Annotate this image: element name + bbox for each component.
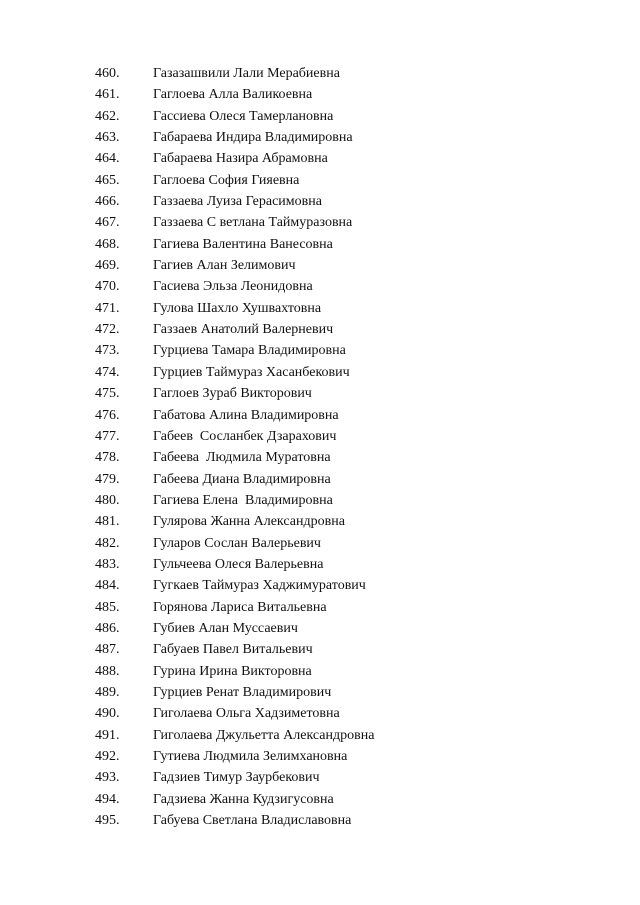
- entry-name: Гурциев Ренат Владимирович: [153, 684, 332, 700]
- entry-name: Гуларов Сослан Валерьевич: [153, 535, 321, 551]
- entry-name: Гулова Шахло Хушвахтовна: [153, 300, 322, 316]
- entry-name: Габараева Индира Владимировна: [153, 130, 353, 146]
- entry-number: 494.: [95, 791, 120, 807]
- entry-number: 463.: [95, 130, 120, 146]
- entry-name: Гурциева Тамара Владимировна: [153, 343, 346, 359]
- entry-number: 489.: [95, 684, 120, 700]
- list-item: [95, 767, 374, 788]
- entry-name: Гульчеева Олеся Валерьевна: [153, 556, 324, 572]
- entry-number: 492.: [95, 749, 120, 764]
- entry-name: Гурина Ирина Викторовна: [153, 663, 312, 679]
- entry-name: Газзаев Анатолий Валерневич: [153, 322, 334, 338]
- list-item: [95, 84, 374, 105]
- entry-number: 485.: [95, 599, 120, 615]
- list-item: [95, 682, 374, 703]
- list-item: [95, 63, 374, 84]
- entry-number: 475.: [95, 386, 120, 402]
- entry-number: 486.: [95, 620, 120, 636]
- entry-number: 491.: [95, 727, 120, 743]
- entry-number: 477.: [95, 428, 120, 444]
- entry-name: Гиголаева Джульетта Александровна: [153, 727, 375, 743]
- list-item: [95, 575, 374, 596]
- entry-number: 493.: [95, 770, 120, 786]
- entry-name: Гагиев Алан Зелимович: [153, 258, 296, 274]
- list-item: [95, 746, 374, 767]
- entry-name: Гасиева Эльза Леонидовна: [153, 279, 313, 295]
- list-item: [95, 810, 374, 831]
- list-item: [95, 618, 374, 639]
- entry-name: Гулярова Жанна Александровна: [153, 514, 345, 530]
- entry-name: Гиголаева Ольга Хадзиметовна: [153, 706, 340, 722]
- list-item: [95, 661, 374, 682]
- list-item: [95, 725, 374, 746]
- entry-name: Габатова Алина Владимировна: [153, 407, 339, 423]
- entry-number: 469.: [95, 258, 120, 274]
- entry-name: Габеева Людмила Муратовна: [153, 450, 331, 466]
- entry-number: 495.: [95, 813, 120, 829]
- entry-name: Гадзиева Жанна Кудзигусовна: [153, 791, 334, 807]
- entry-name: Губиев Алан Муссаевич: [153, 620, 298, 636]
- list-item: [95, 447, 374, 468]
- list-item: [95, 148, 374, 169]
- entry-number: 470.: [95, 279, 120, 295]
- entry-name: Гаглоев Зураб Викторович: [153, 386, 312, 402]
- list-item: [95, 490, 374, 511]
- entry-number: 468.: [95, 236, 120, 252]
- entry-number: 484.: [95, 578, 120, 594]
- entry-number: 480.: [95, 492, 120, 508]
- list-item: [95, 511, 374, 532]
- entry-number: 482.: [95, 535, 120, 551]
- list-item: [95, 340, 374, 361]
- entry-number: 472.: [95, 322, 120, 338]
- entry-name: Габуаев Павел Витальевич: [153, 642, 313, 658]
- entry-number: 466.: [95, 194, 120, 210]
- entry-number: 479.: [95, 471, 120, 487]
- entry-name: Габуева Светлана Владиславовна: [153, 813, 352, 829]
- entry-number: 487.: [95, 642, 120, 658]
- entry-number: 473.: [95, 343, 120, 359]
- list-item: [95, 405, 374, 426]
- entry-number: 490.: [95, 706, 120, 722]
- list-item: [95, 298, 374, 319]
- list-item: [95, 426, 374, 447]
- list-item: [95, 554, 374, 575]
- entry-name: Горянова Лариса Витальевна: [153, 599, 327, 615]
- list-item: [95, 319, 374, 340]
- list-item: [95, 255, 374, 276]
- list-item: [95, 127, 374, 148]
- list-item: [95, 383, 374, 404]
- list-item: [95, 234, 374, 255]
- list-item: [95, 789, 374, 810]
- entry-name: Гугкаев Таймураз Хаджимуратович: [153, 578, 366, 594]
- entry-name: Гагиева Валентина Ванесовна: [153, 236, 333, 252]
- list-item: [95, 597, 374, 618]
- list-item: [95, 191, 374, 212]
- entry-number: 467.: [95, 215, 120, 231]
- list-item: [95, 212, 374, 233]
- entry-number: 476.: [95, 407, 120, 423]
- entry-name: Гурциев Таймураз Хасанбекович: [153, 364, 350, 380]
- entry-number: 464.: [95, 151, 120, 167]
- list-item: [95, 106, 374, 127]
- list-item: [95, 703, 374, 724]
- list-item: [95, 469, 374, 490]
- list-item: [95, 639, 374, 660]
- entry-name: Габеев Сосланбек Дзарахович: [153, 428, 337, 444]
- entry-number: 478.: [95, 450, 120, 466]
- entry-name: Гаглоева София Гияевна: [153, 172, 300, 188]
- entry-number: 460.: [95, 66, 120, 81]
- entry-name: Гассиева Олеся Тамерлановна: [153, 108, 334, 124]
- entry-number: 481.: [95, 514, 120, 530]
- list-item: [95, 362, 374, 383]
- entry-name: Газазашвили Лали Мерабиевна: [153, 66, 340, 81]
- entry-number: 462.: [95, 108, 120, 124]
- entry-number: 474.: [95, 364, 120, 380]
- list-item: [95, 533, 374, 554]
- list-item: [95, 276, 374, 297]
- entry-name: Габеева Диана Владимировна: [153, 471, 331, 487]
- entry-name: Гутиева Людмила Зелимхановна: [153, 749, 348, 764]
- entry-name: Гаглоева Алла Валикоевна: [153, 87, 313, 103]
- entry-number: 465.: [95, 172, 120, 188]
- name-list: [95, 63, 374, 831]
- entry-number: 471.: [95, 300, 120, 316]
- entry-number: 483.: [95, 556, 120, 572]
- entry-name: Газзаева Луиза Герасимовна: [153, 194, 322, 210]
- entry-name: Гагиева Елена Владимировна: [153, 492, 333, 508]
- entry-number: 488.: [95, 663, 120, 679]
- list-item: [95, 170, 374, 191]
- entry-name: Гадзиев Тимур Заурбекович: [153, 770, 320, 786]
- entry-name: Габараева Назира Абрамовна: [153, 151, 328, 167]
- entry-number: 461.: [95, 87, 120, 103]
- entry-name: Газзаева С ветлана Таймуразовна: [153, 215, 353, 231]
